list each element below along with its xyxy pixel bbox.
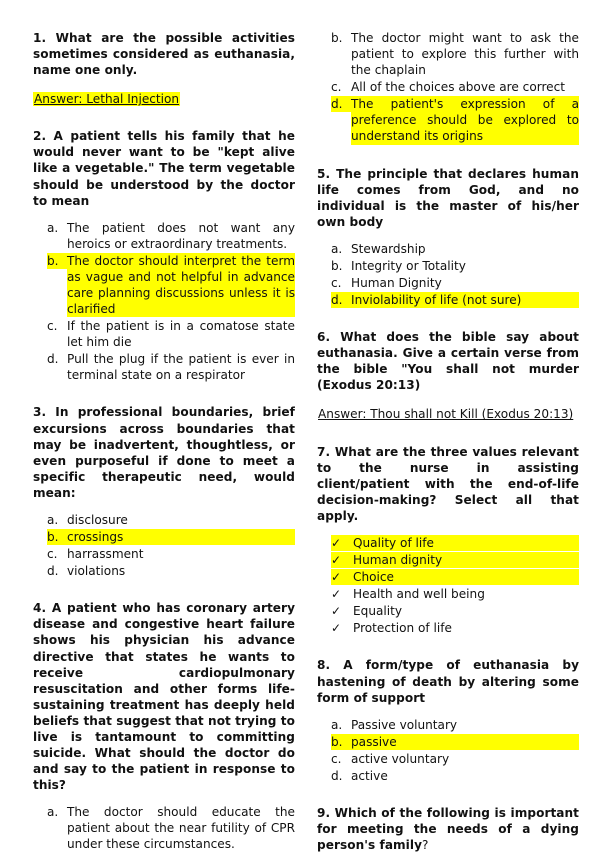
question-text-1: 1. What are the possible activities sometimes considered as euthanasia, name one only. [33, 31, 295, 78]
option-label: All of the choices above are correct [351, 80, 566, 95]
question-block-3 [33, 404, 295, 579]
option-item[interactable] [331, 734, 579, 750]
question-text-3: 3. In professional boundaries, brief excursions across boundaries that may be inadvertent, thoughtless, or even purposeful if done to meet a specific therapeutic need, would mean: [33, 405, 295, 500]
option-marker: b. [331, 258, 343, 273]
check-icon: ✓ [331, 621, 342, 636]
option-marker: b. [331, 31, 343, 45]
option-label: If the patient is in a comatose state let him die [67, 319, 295, 350]
option-marker: b. [331, 734, 351, 750]
option-marker: a. [331, 241, 343, 256]
option-item[interactable] [331, 96, 579, 144]
option-label: Integrity or Totality [351, 258, 466, 273]
option-marker: c. [331, 276, 342, 291]
question-text-4: 4. A patient who has coronary artery disease and congestive heart failure shows his physician his advance directive that states he wants to receive cardiopulmonary resuscitation and other forms life-sustaining treatment has deeply held beliefs that suggest that not trying to live is tantamount to committing suicide. What should the doctor do and say to the patient in response to this? [33, 601, 295, 793]
question-block-1 [33, 30, 295, 107]
option-item[interactable] [331, 717, 579, 733]
option-item[interactable] [331, 258, 579, 274]
question-block-4 [33, 600, 295, 852]
option-item[interactable] [331, 241, 579, 257]
question-text-2: 2. A patient tells his family that he would never want to be "kept alive like a vegetable." The term vegetable should be understood by the doctor to mean [33, 129, 295, 208]
question-block-7 [317, 444, 579, 637]
option-item[interactable] [331, 751, 579, 767]
option-label: The doctor should educate the patient about the near futility of CPR under these circumstances. [67, 805, 295, 852]
option-label: The doctor should interpret the term as vague and not helpful in advance care planning discussions unless it is clarified [67, 253, 295, 317]
question-text-5: 5. The principle that declares human life comes from God, and no individual is the master of his/her own body [317, 166, 579, 229]
option-item[interactable] [47, 220, 295, 252]
option-item[interactable] [331, 79, 579, 95]
option-item[interactable] [331, 535, 579, 551]
option-item[interactable] [47, 804, 295, 852]
option-label: Protection of life [353, 621, 452, 636]
check-icon: ✓ [331, 604, 342, 619]
option-label: Human Dignity [351, 276, 442, 291]
option-item[interactable] [331, 603, 579, 619]
left-column [33, 30, 295, 853]
option-label: crossings [67, 529, 295, 545]
option-label: violations [67, 564, 126, 579]
question-text-8: 8. A form/type of euthanasia by hastening of death by altering some form of support [317, 658, 579, 705]
question-text-9-bold: 9. Which of the following is important for meeting the needs of a dying person's family [317, 805, 579, 853]
option-label: Choice [353, 569, 579, 585]
option-label: The patient's expression of a preference should be explored to understand its origins [351, 97, 579, 144]
option-item[interactable] [47, 563, 295, 579]
answer-text-1: Answer: Lethal Injection [34, 92, 180, 107]
option-list-5 [317, 241, 579, 308]
option-marker: c. [47, 547, 58, 562]
option-list-2 [33, 220, 295, 384]
option-label: The patient does not want any heroics or extraordinary treatments. [67, 220, 295, 251]
right-column [317, 30, 579, 853]
option-marker: d. [331, 292, 351, 308]
option-item[interactable] [47, 351, 295, 383]
option-list-3 [33, 512, 295, 579]
option-label: passive [351, 734, 579, 750]
option-marker: d. [47, 352, 59, 367]
two-column-layout [33, 30, 578, 853]
answer-text-6: Answer: Thou shall not Kill (Exodus 20:13) [318, 407, 574, 422]
option-item[interactable] [331, 620, 579, 636]
option-marker: d. [331, 96, 351, 112]
option-list-7 [317, 535, 579, 636]
option-label: disclosure [67, 512, 128, 527]
question-text-7: 7. What are the three values relevant to the nurse in assisting client/patient with the end-of-life decision-making? Select all that apply. [317, 444, 579, 523]
check-icon: ✓ [331, 587, 342, 602]
option-item[interactable] [331, 768, 579, 784]
option-item[interactable] [47, 546, 295, 562]
option-item[interactable] [331, 552, 579, 568]
option-label: Equality [353, 604, 403, 619]
option-item[interactable] [47, 512, 295, 528]
question-text-9 [317, 805, 579, 853]
question-block-9 [317, 805, 579, 853]
option-marker: a. [331, 717, 343, 732]
option-label: Pull the plug if the patient is ever in terminal state on a respirator [67, 352, 295, 383]
option-item[interactable] [331, 586, 579, 602]
option-label: The doctor might want to ask the patient to explore this further with the chaplain [351, 31, 579, 78]
option-marker: b. [47, 253, 67, 269]
question-text-6: 6. What does the bible say about euthanasia. Give a certain verse from the bible "You shall not murder (Exodus 20:13) [317, 330, 579, 393]
option-item[interactable] [47, 529, 295, 545]
option-marker: b. [47, 529, 67, 545]
option-item[interactable] [47, 318, 295, 350]
option-marker: d. [47, 564, 59, 579]
option-marker: a. [47, 512, 59, 527]
option-label: active voluntary [351, 751, 450, 766]
option-list-8 [317, 717, 579, 784]
option-label: Stewardship [351, 241, 426, 256]
option-label: Health and well being [353, 587, 485, 602]
question-block-5 [317, 166, 579, 309]
check-icon: ✓ [331, 535, 353, 551]
answer-line-1 [33, 91, 295, 107]
question-block-6 [317, 329, 579, 422]
option-item[interactable] [331, 275, 579, 291]
check-icon: ✓ [331, 552, 353, 568]
option-marker: c. [331, 751, 342, 766]
option-list-4 [33, 804, 295, 852]
question-block-2 [33, 128, 295, 383]
option-label: active [351, 768, 388, 783]
option-marker: a. [47, 220, 59, 235]
option-item[interactable] [331, 569, 579, 585]
option-label: harrassment [67, 547, 144, 562]
option-label: Human dignity [353, 552, 579, 568]
option-item[interactable] [47, 253, 295, 317]
option-label: Quality of life [353, 535, 579, 551]
check-icon: ✓ [331, 569, 353, 585]
option-item[interactable] [331, 292, 579, 308]
question-text-9-tail: ? [422, 838, 429, 853]
option-label: Passive voluntary [351, 717, 458, 732]
question-block-4-continued [317, 30, 579, 145]
option-item[interactable] [331, 30, 579, 78]
option-marker: c. [47, 319, 58, 334]
question-block-8 [317, 657, 579, 784]
answer-line-6 [317, 406, 579, 422]
option-marker: d. [331, 768, 343, 783]
option-marker: a. [47, 805, 59, 820]
option-list-4-continued [317, 30, 579, 145]
option-label: Inviolability of life (not sure) [351, 292, 579, 308]
option-marker: c. [331, 80, 342, 95]
